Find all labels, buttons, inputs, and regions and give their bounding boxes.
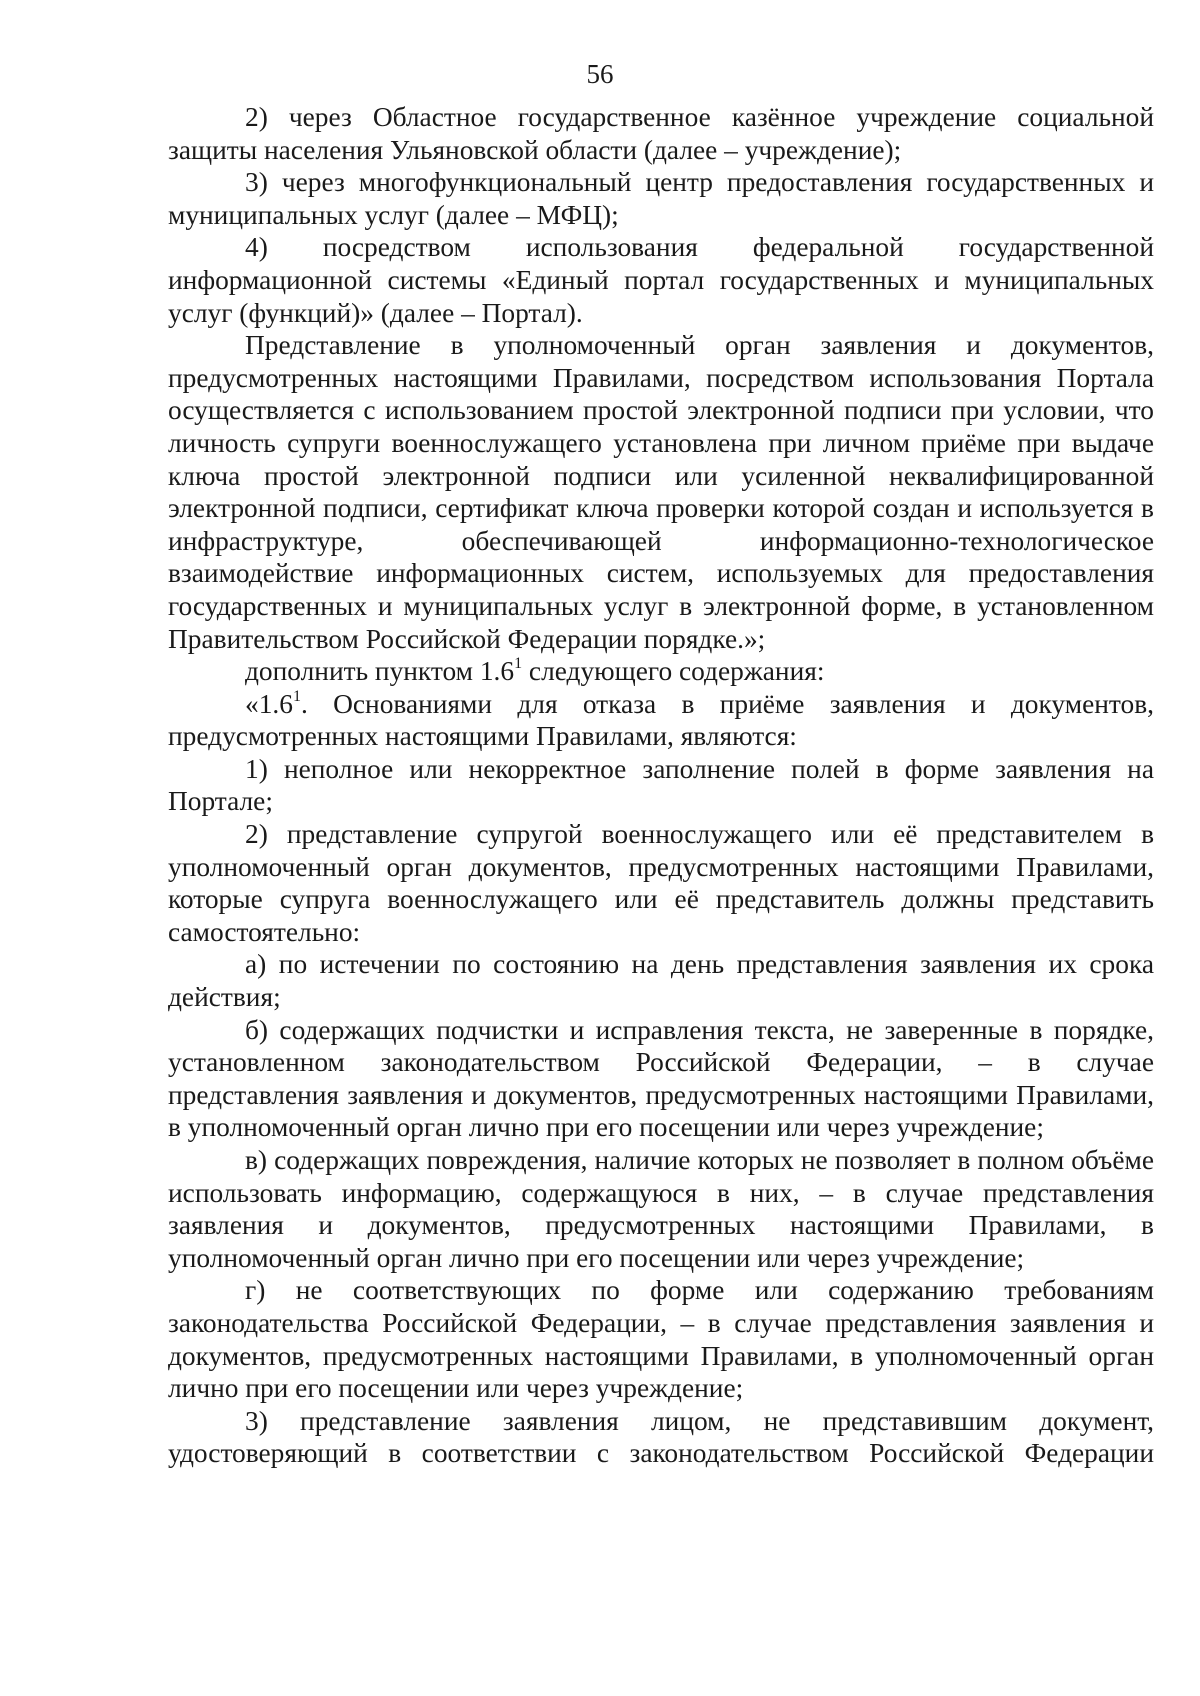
paragraph-add-clause-before: дополнить пунктом 1.6 <box>245 656 515 687</box>
paragraph-clause-after: . Основаниями для отказа в приёме заявления и документов, предусмотренных настоящими Правилами, являются: <box>168 688 1154 752</box>
paragraph-clause-1-6-1 <box>168 688 1154 753</box>
paragraph-ground-3: 3) представление заявления лицом, не представившим документ, удостоверяющий в соответствии с законодательством Российской Федерации <box>168 1405 1154 1469</box>
page-number: 56 <box>586 59 614 89</box>
paragraph-subitem-a: а) по истечении по состоянию на день представления заявления их срока действия; <box>168 949 1154 1013</box>
paragraph-item-2: 2) через Областное государственное казённое учреждение социальной защиты населения Ульяновской области (далее – учреждение); <box>168 102 1154 165</box>
paragraph-clause-before: «1.6 <box>245 688 293 719</box>
paragraph-add-clause-after: следующего содержания: <box>522 656 825 687</box>
document-body <box>168 101 1154 1470</box>
paragraph-ground-1: 1) неполное или некорректное заполнение полей в форме заявления на Портале; <box>168 753 1154 817</box>
paragraph-item-3: 3) через многофункциональный центр предоставления государственных и муниципальных услуг (далее – МФЦ); <box>168 167 1154 230</box>
paragraph-subitem-g: г) не соответствующих по форме или содержанию требованиям законодательства Российской Федерации, – в случае представления заявления и документов, предусмотренных настоящими Правилами, в уполномоченный орган лично при его посещении или через учреждение; <box>168 1275 1154 1404</box>
superscript: 1 <box>292 687 301 705</box>
paragraph-subitem-b: б) содержащих подчистки и исправления текста, не заверенные в порядке, установленном законодательством Российской Федерации, – в случае представления заявления и документов, предусмотренных настоящими Правилами, в уполномоченный орган лично при его посещении или через учреждение; <box>168 1014 1154 1143</box>
paragraph-subitem-v: в) содержащих повреждения, наличие которых не позволяет в полном объёме использовать информацию, содержащуюся в них, – в случае представления заявления и документов, предусмотренных настоящими Правилами, в уполномоченный орган лично при его посещении или через учреждение; <box>168 1145 1154 1273</box>
paragraph-portal-submission: Представление в уполномоченный орган заявления и документов, предусмотренных настоящими Правилами, посредством использования Портала осуществляется с использованием простой электронной подписи при условии, что личность супруги военнослужащего установлена при личном приёме при выдаче ключа простой электронной подписи или усиленной неквалифицированной электронной подписи, сертификат ключа проверки которой создан и используется в инфраструктуре, обеспечивающей информационно-технологическое взаимодействие информационных систем, используемых для предоставления государственных и муниципальных услуг в электронной форме, в установленном Правительством Российской Федерации порядке.»; <box>168 330 1154 654</box>
superscript: 1 <box>514 654 523 672</box>
paragraph-item-4: 4) посредством использования федеральной государственной информационной системы «Единый портал государственных и муниципальных услуг (функций)» (далее – Портал). <box>168 232 1154 328</box>
paragraph-ground-2: 2) представление супругой военнослужащего или её представителем в уполномоченный орган документов, предусмотренных настоящими Правилами, которые супруга военнослужащего или её представитель должны представить самостоятельно: <box>168 819 1154 947</box>
paragraph-add-clause <box>168 655 1154 688</box>
